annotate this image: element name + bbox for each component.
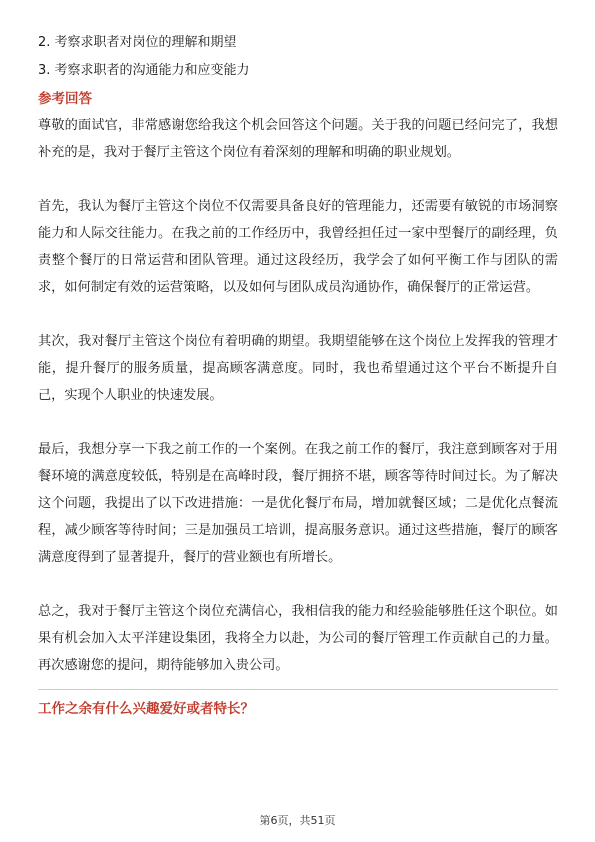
answer-paragraph: 尊敬的面试官，非常感谢您给我这个机会回答这个问题。关于我的问题已经问完了，我想补充的是，我对于餐厅主管这个岗位有着深刻的理解和明确的职业规划。 bbox=[38, 118, 558, 160]
section-divider bbox=[38, 689, 558, 690]
next-question-heading: 工作之余有什么兴趣爱好或者特长？ bbox=[38, 701, 254, 717]
answer-paragraph: 总之，我对于餐厅主管这个岗位充满信心，我相信我的能力和经验能够胜任这个职位。如果有机会加入太平洋建设集团，我将全力以赴，为公司的餐厅管理工作贡献自己的力量。再次感谢您的提问，期待能够加入贵公司。 bbox=[38, 604, 558, 673]
answer-paragraph: 首先，我认为餐厅主管这个岗位不仅需要具备良好的管理能力，还需要有敏锐的市场洞察能力和人际交往能力。在我之前的工作经历中，我曾经担任过一家中型餐厅的副经理，负责整个餐厅的日常运营和团队管理。通过这段经历，我学会了如何平衡工作与团队的需求，如何制定有效的运营策略，以及如何与团队成员沟通协作，确保餐厅的正常运营。 bbox=[38, 199, 558, 295]
answer-heading: 参考回答 bbox=[38, 91, 92, 107]
page-number-footer: 第6页，共51页 bbox=[259, 814, 336, 827]
answer-paragraph: 其次，我对餐厅主管这个岗位有着明确的期望。我期望能够在这个岗位上发挥我的管理才能，提升餐厅的服务质量，提高顾客满意度。同时，我也希望通过这个平台不断提升自己，实现个人职业的快速发展。 bbox=[38, 334, 558, 403]
criterion-item: 3. 考察求职者的沟通能力和应变能力 bbox=[38, 63, 250, 78]
criterion-item: 2. 考察求职者对岗位的理解和期望 bbox=[38, 35, 237, 50]
page-content bbox=[38, 34, 558, 720]
answer-paragraph: 最后，我想分享一下我之前工作的一个案例。在我之前工作的餐厅，我注意到顾客对于用餐环境的满意度较低，特别是在高峰时段，餐厅拥挤不堪，顾客等待时间过长。为了解决这个问题，我提出了以下改进措施：一是优化餐厅布局，增加就餐区域；二是优化点餐流程，减少顾客等待时间；三是加强员工培训，提高服务意识。通过这些措施，餐厅的顾客满意度得到了显著提升，餐厅的营业额也有所增长。 bbox=[38, 442, 558, 565]
